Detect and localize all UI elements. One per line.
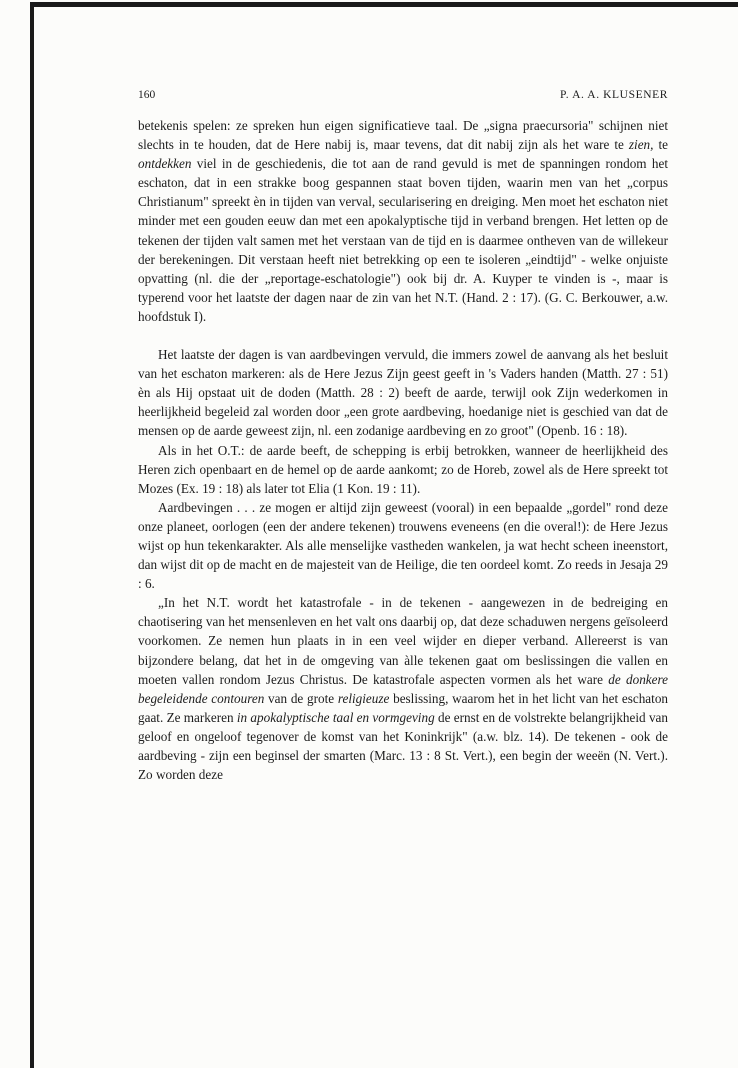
emphasis-span: zien, bbox=[628, 137, 654, 153]
text-span: Aardbevingen . . . ze mogen er altijd zijn geweest (vooral) in een bepaalde „gordel" rond deze onze planeet, oorlogen (een der andere tekenen) trouwens eveneens (en die overal!): de Here Jezus wijst op hun tekenkarakter. Als alle menselijke vastheden wankelen, ja wat hecht scheen ineenstort, dan wijst dit op de macht en de majesteit van de Heilige, die ten oordeel komt. Zo reeds in Jesaja 29 : 6. bbox=[138, 499, 668, 592]
scan-border-top bbox=[32, 2, 738, 7]
paragraph bbox=[138, 498, 668, 593]
text-span: beslissing, waarom het in het licht van het eschaton gaat. Ze markeren bbox=[138, 690, 669, 725]
body-text bbox=[138, 116, 668, 784]
scan-border-left bbox=[30, 2, 34, 1068]
emphasis-span: in apokalyptische taal en vormgeving bbox=[236, 709, 435, 725]
emphasis-span: ontdekken bbox=[138, 156, 192, 172]
emphasis-span: de donkere begeleidende contouren bbox=[138, 671, 668, 706]
text-span: Als in het O.T.: de aarde beeft, de schepping is erbij betrokken, wanneer de heerlijkheid des Heren zich openbaart en de hemel op de aarde aankomt; zo de Horeb, zowel als de Here spreekt tot Mozes (Ex. 19 : 18) als later tot Elia (1 Kon. 19 : 11). bbox=[138, 442, 668, 496]
running-head: P. A. A. KLUSENER bbox=[560, 89, 668, 101]
text-span: „In het N.T. wordt het katastrofale - in de tekenen - aangewezen in de bedreiging en chaotisering van het mensenleven en het valt ons daarbij op, dat deze schaduwen nergens geïsoleerd voorkomen. Ze nemen hun plaats in in een veel wijder en dieper verband. Allereerst is van bijzondere belang, dat het in de omgeving van àlle tekenen gaat om beslissingen die vallen en moeten vallen rondom Jezus Christus. De katastrofale aspecten vormen als het ware bbox=[138, 595, 668, 687]
emphasis-span: religieuze bbox=[337, 690, 390, 706]
paragraph bbox=[138, 345, 668, 440]
text-span: betekenis spelen: ze spreken hun eigen significatieve taal. De „signa praecursoria" schijnen niet slechts in te houden, dat de Here nabij is, maar tevens, dat dit nabij zijn als het ware te bbox=[138, 118, 668, 153]
text-span: van de grote bbox=[264, 690, 338, 706]
paragraph bbox=[138, 441, 668, 498]
text-span: te bbox=[653, 137, 668, 153]
paragraph-continuation bbox=[138, 116, 668, 326]
text-span: viel in de geschiedenis, die tot aan de rand gevuld is met de spanningen rondom het eschaton, dat in een strakke boog gespannen staat boven tijden, waarin men van het „corpus Christianum" spreekt èn in tijden van verval, secularisering en dreiging. Men moet het eschaton niet minder met een gouden eeuw dan met een apokalyptische tijd in verband brengen. Het letten op de tekenen der tijden valt samen met het verstaan van de tijd en is daarmee ontheven van de willekeur der berekeningen. Dit verstaan heeft niet betrekking op een te isoleren „eindtijd" - welke onjuiste opvatting (nl. die der „reportage-eschatologie") ook bij dr. A. Kuyper te vinden is -, maar is typerend voor het laatste der dagen naar de zin van het N.T. (Hand. 2 : 17). (G. C. Berkouwer, a.w. hoofdstuk I). bbox=[138, 156, 668, 324]
paragraph-quotation bbox=[138, 593, 668, 784]
page-header bbox=[138, 89, 668, 105]
page-number: 160 bbox=[138, 89, 156, 101]
text-span: Het laatste der dagen is van aardbevingen vervuld, die immers zowel de aanvang als het besluit van het eschaton markeren: als de Here Jezus Zijn geest geeft in 's Vaders handen (Matth. 27 : 51) èn als Hij opstaat uit de doden (Matth. 28 : 2) beeft de aarde, terwijl ook Zijn wederkomen in heerlijkheid begeleid zal worden door „een grote aardbeving, hoedanige niet is geschied van dat de mensen op de aarde geweest zijn, nl. een zodanige aardbeving en zo groot" (Openb. 16 : 18). bbox=[138, 347, 668, 439]
text-span: de ernst en de volstrekte belangrijkheid van geloof en ongeloof tegenover de komst van het Koninkrijk" (a.w. blz. 14). De tekenen - ook de aardbeving - zijn een beginsel der smarten (Marc. 13 : 8 St. Vert.), een begin der weeën (N. Vert.). Zo worden deze bbox=[138, 709, 668, 783]
